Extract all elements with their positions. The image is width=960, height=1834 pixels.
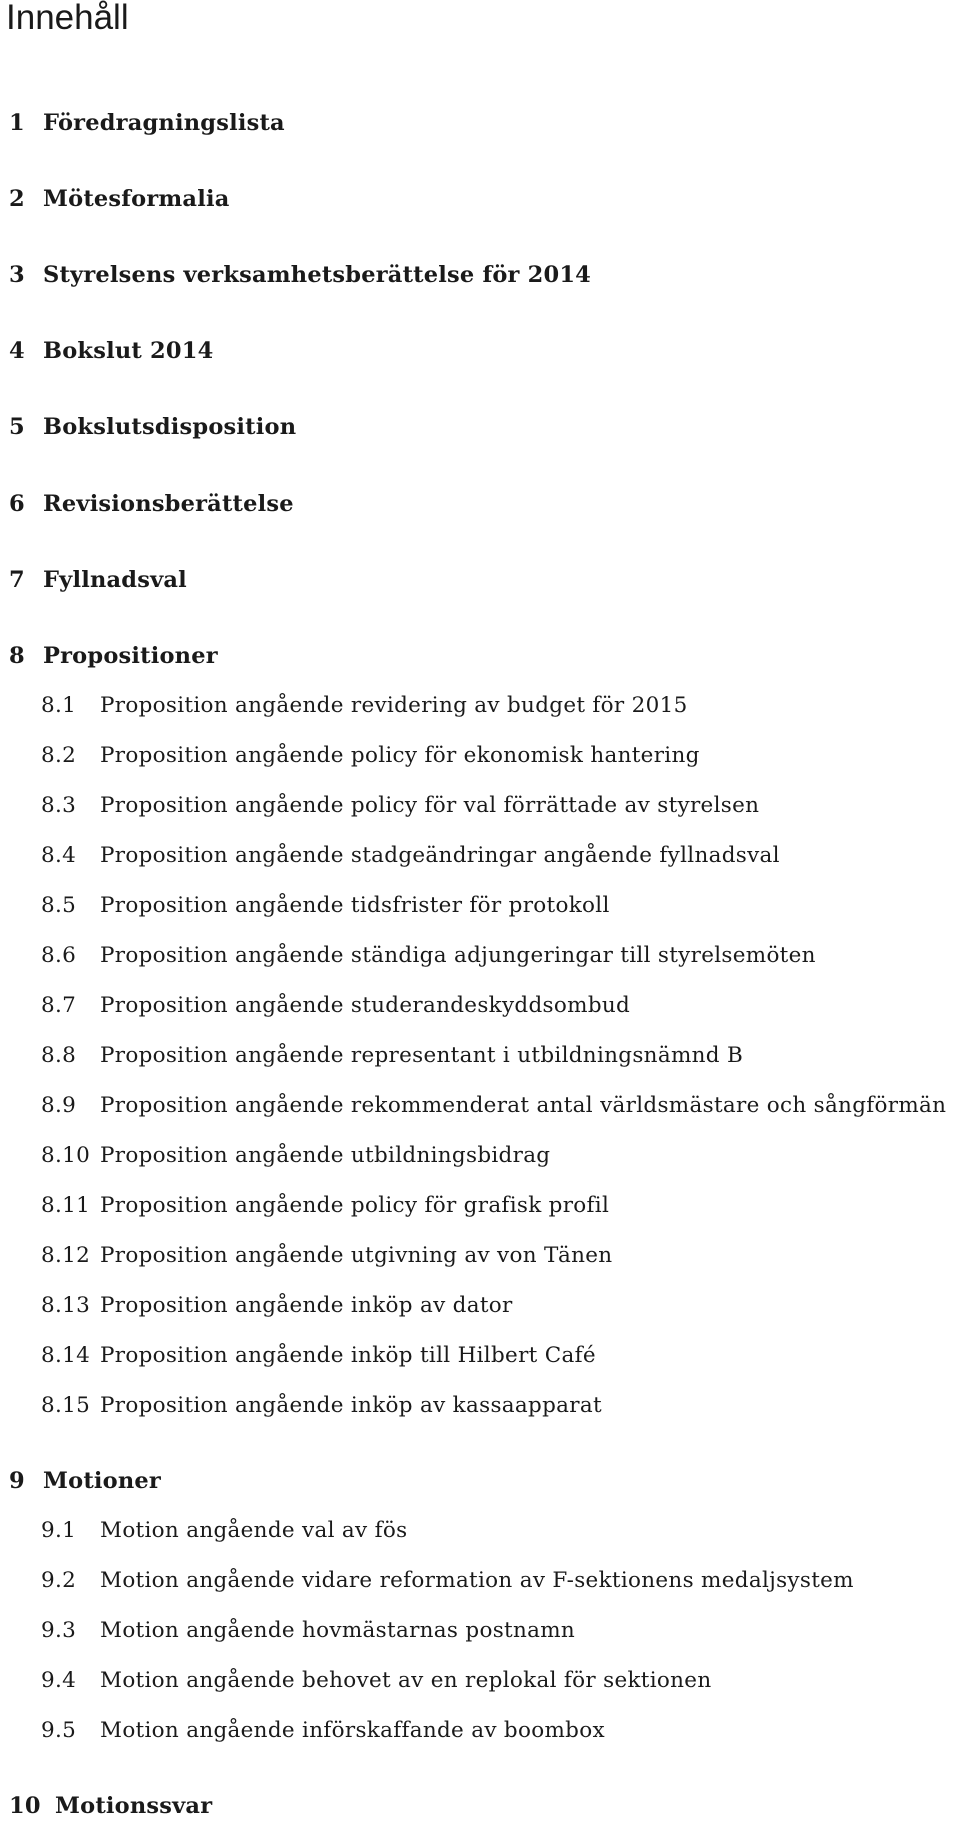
subsection-title: Proposition angående policy för val förrättade av styrelsen bbox=[100, 793, 760, 818]
toc-section-9 bbox=[9, 1466, 161, 1496]
subsection-number: 8.4 bbox=[41, 843, 77, 868]
subsection-title: Proposition angående tidsfrister för protokoll bbox=[100, 893, 610, 918]
subsection-number: 9.3 bbox=[41, 1618, 77, 1643]
toc-section-10 bbox=[9, 1791, 212, 1821]
section-title: Motioner bbox=[43, 1468, 161, 1494]
section-number: 1 bbox=[9, 110, 25, 136]
toc-subsection-8-8 bbox=[41, 1041, 743, 1071]
subsection-number: 8.7 bbox=[41, 993, 77, 1018]
toc-section-5 bbox=[9, 412, 296, 442]
toc-section-4 bbox=[9, 336, 213, 366]
subsection-title: Proposition angående revidering av budget för 2015 bbox=[100, 693, 688, 718]
toc-subsection-8-14 bbox=[41, 1341, 596, 1371]
subsection-title: Proposition angående stadgeändringar angående fyllnadsval bbox=[100, 843, 780, 868]
subsection-title: Proposition angående policy för ekonomisk hantering bbox=[100, 743, 700, 768]
section-title: Propositioner bbox=[43, 643, 218, 669]
section-number: 4 bbox=[9, 338, 25, 364]
subsection-number: 8.2 bbox=[41, 743, 77, 768]
section-number: 5 bbox=[9, 414, 25, 440]
section-title: Föredragningslista bbox=[43, 110, 285, 136]
subsection-title: Proposition angående inköp till Hilbert Café bbox=[100, 1343, 596, 1368]
section-number: 7 bbox=[9, 567, 25, 593]
subsection-number: 8.1 bbox=[41, 693, 77, 718]
toc-subsection-8-6 bbox=[41, 941, 816, 971]
toc-subsection-8-12 bbox=[41, 1241, 612, 1271]
toc-subsection-8-5 bbox=[41, 891, 610, 921]
section-number: 6 bbox=[9, 491, 25, 517]
section-number: 9 bbox=[9, 1468, 25, 1494]
toc-subsection-8-2 bbox=[41, 741, 700, 771]
toc-subsection-9-1 bbox=[41, 1516, 407, 1546]
subsection-title: Proposition angående utgivning av von Tänen bbox=[100, 1243, 613, 1268]
section-title: Motionssvar bbox=[55, 1793, 213, 1819]
subsection-title: Motion angående hovmästarnas postnamn bbox=[100, 1618, 576, 1643]
subsection-number: 9.4 bbox=[41, 1668, 77, 1693]
section-title: Mötesformalia bbox=[43, 186, 230, 212]
subsection-number: 8.6 bbox=[41, 943, 77, 968]
subsection-number: 8.3 bbox=[41, 793, 77, 818]
subsection-title: Motion angående behovet av en replokal för sektionen bbox=[100, 1668, 712, 1693]
section-number: 3 bbox=[9, 262, 25, 288]
subsection-number: 8.10 bbox=[41, 1143, 91, 1168]
subsection-title: Proposition angående representant i utbildningsnämnd B bbox=[100, 1043, 744, 1068]
subsection-title: Proposition angående ständiga adjungeringar till styrelsemöten bbox=[100, 943, 816, 968]
subsection-title: Motion angående införskaffande av boombox bbox=[100, 1718, 605, 1743]
toc-section-7 bbox=[9, 565, 187, 595]
toc-section-6 bbox=[9, 489, 294, 519]
section-title: Styrelsens verksamhetsberättelse för 2014 bbox=[43, 262, 592, 288]
section-number: 8 bbox=[9, 643, 25, 669]
toc-subsection-8-4 bbox=[41, 841, 780, 871]
toc-subsection-8-3 bbox=[41, 791, 759, 821]
subsection-number: 8.8 bbox=[41, 1043, 77, 1068]
toc-subsection-8-7 bbox=[41, 991, 630, 1021]
subsection-title: Proposition angående inköp av kassaapparat bbox=[100, 1393, 602, 1418]
subsection-number: 8.12 bbox=[41, 1243, 91, 1268]
subsection-title: Proposition angående inköp av dator bbox=[100, 1293, 513, 1318]
toc-subsection-9-2 bbox=[41, 1566, 854, 1596]
subsection-number: 9.5 bbox=[41, 1718, 77, 1743]
toc-subsection-9-5 bbox=[41, 1716, 605, 1746]
subsection-title: Proposition angående studerandeskyddsombud bbox=[100, 993, 631, 1018]
toc-subsection-8-9 bbox=[41, 1091, 946, 1121]
subsection-number: 8.14 bbox=[41, 1343, 91, 1368]
subsection-title: Motion angående vidare reformation av F-sektionens medaljsystem bbox=[100, 1568, 854, 1593]
toc-section-3 bbox=[9, 260, 591, 290]
subsection-title: Motion angående val av fös bbox=[100, 1518, 408, 1543]
toc-subsection-9-3 bbox=[41, 1616, 575, 1646]
subsection-title: Proposition angående policy för grafisk profil bbox=[100, 1193, 610, 1218]
toc-subsection-9-4 bbox=[41, 1666, 711, 1696]
section-number: 10 bbox=[9, 1793, 41, 1819]
section-title: Revisionsberättelse bbox=[43, 491, 294, 517]
subsection-number: 9.1 bbox=[41, 1518, 77, 1543]
subsection-number: 8.13 bbox=[41, 1293, 91, 1318]
toc-section-8 bbox=[9, 641, 218, 671]
page-title: Innehåll bbox=[6, 0, 129, 37]
subsection-title: Proposition angående utbildningsbidrag bbox=[100, 1143, 551, 1168]
toc-subsection-8-10 bbox=[41, 1141, 550, 1171]
subsection-number: 8.5 bbox=[41, 893, 77, 918]
subsection-title: Proposition angående rekommenderat antal världsmästare och sångförmän bbox=[100, 1093, 947, 1118]
subsection-number: 9.2 bbox=[41, 1568, 77, 1593]
toc-subsection-8-15 bbox=[41, 1391, 602, 1421]
section-title: Bokslutsdisposition bbox=[43, 414, 297, 440]
subsection-number: 8.9 bbox=[41, 1093, 77, 1118]
section-title: Fyllnadsval bbox=[43, 567, 187, 593]
section-title: Bokslut 2014 bbox=[43, 338, 214, 364]
toc-subsection-8-1 bbox=[41, 691, 688, 721]
subsection-number: 8.11 bbox=[41, 1193, 91, 1218]
toc-section-1 bbox=[9, 108, 285, 138]
toc-subsection-8-13 bbox=[41, 1291, 513, 1321]
toc-subsection-8-11 bbox=[41, 1191, 609, 1221]
subsection-number: 8.15 bbox=[41, 1393, 91, 1418]
toc-section-2 bbox=[9, 184, 230, 214]
section-number: 2 bbox=[9, 186, 25, 212]
